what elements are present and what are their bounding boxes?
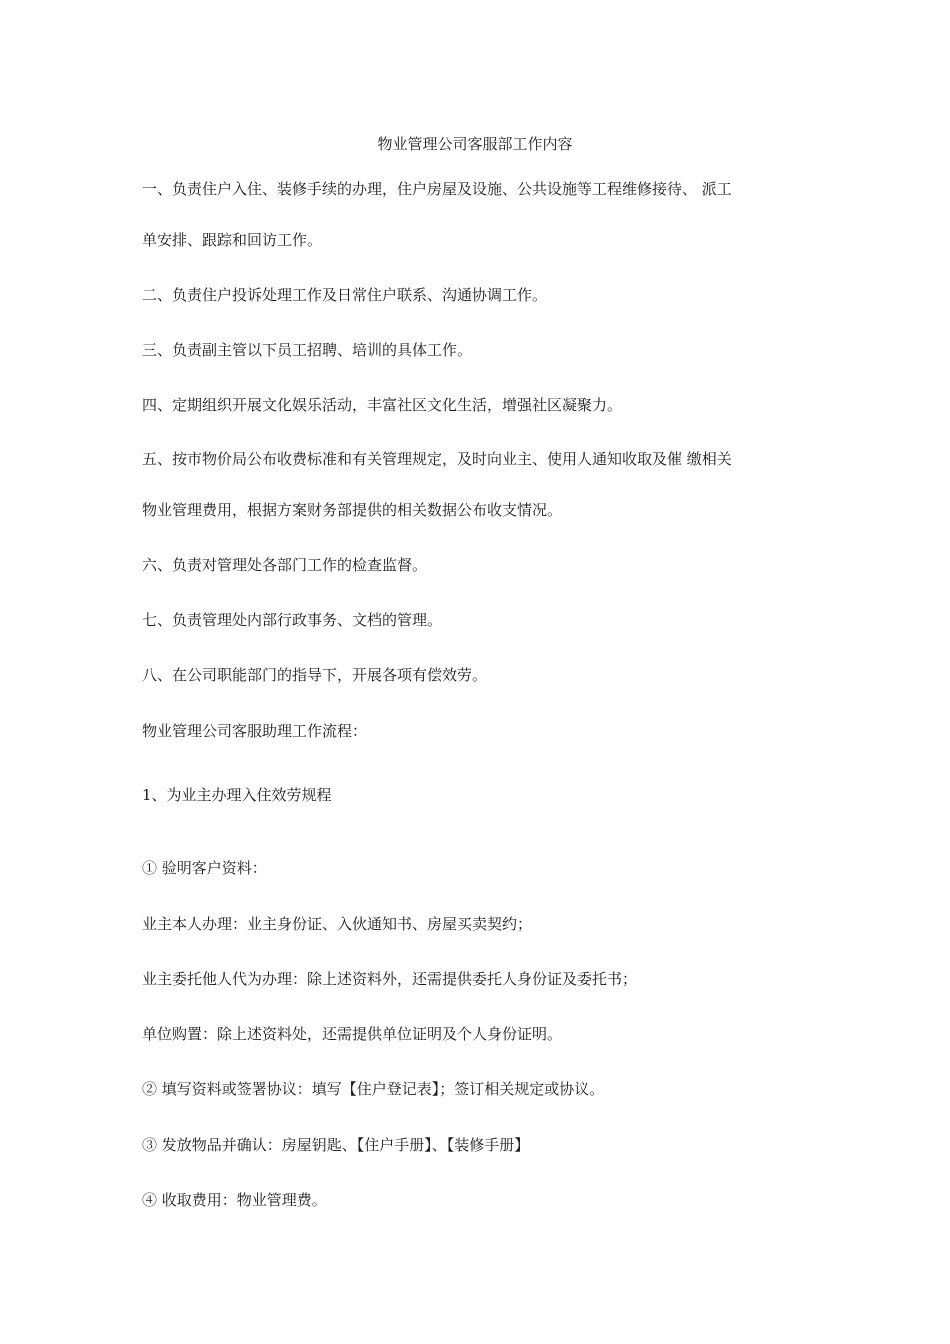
paragraph-line: 单位购置：除上述资料处，还需提供单位证明及个人身份证明。 — [142, 1025, 563, 1043]
step-line: ③ 发放物品并确认：房屋钥匙、【住户手册】、【装修手册】 — [142, 1136, 530, 1154]
subsection-heading: 1、为业主办理入住效劳规程 — [142, 786, 332, 804]
paragraph-line: 七、负责管理处内部行政事务、文档的管理。 — [142, 611, 443, 629]
paragraph-line: 六、负责对管理处各部门工作的检查监督。 — [142, 556, 428, 574]
paragraph-line: 四、定期组织开展文化娱乐活动，丰富社区文化生活，增强社区凝聚力。 — [142, 396, 623, 414]
paragraph-line: 五、按市物价局公布收费标准和有关管理规定，及时向业主、使用人通知收取及催 缴相关 — [142, 450, 732, 468]
paragraph-line: 一、负责住户入住、装修手续的办理，住户房屋及设施、公共设施等工程维修接待、 派工 — [142, 180, 732, 198]
paragraph-line: 业主委托他人代为办理：除上述资料外，还需提供委托人身份证及委托书； — [142, 970, 638, 988]
section-heading: 物业管理公司客服助理工作流程： — [142, 722, 368, 740]
paragraph-line: 三、负责副主管以下员工招聘、培训的具体工作。 — [142, 341, 473, 359]
paragraph-line: 二、负责住户投诉处理工作及日常住户联系、沟通协调工作。 — [142, 286, 548, 304]
document-title: 物业管理公司客服部工作内容 — [377, 135, 573, 153]
paragraph-line: 物业管理费用，根据方案财务部提供的相关数据公布收支情况。 — [142, 501, 563, 519]
paragraph-line: 业主本人办理：业主身份证、入伙通知书、房屋买卖契约； — [142, 915, 533, 933]
step-line: ① 验明客户资料： — [142, 859, 267, 877]
paragraph-line: 单安排、跟踪和回访工作。 — [142, 231, 323, 249]
paragraph-line: 八、在公司职能部门的指导下，开展各项有偿效劳。 — [142, 666, 488, 684]
step-line: ④ 收取费用：物业管理费。 — [142, 1191, 327, 1209]
step-line: ② 填写资料或签署协议：填写【住户登记表】；签订相关规定或协议。 — [142, 1080, 605, 1098]
